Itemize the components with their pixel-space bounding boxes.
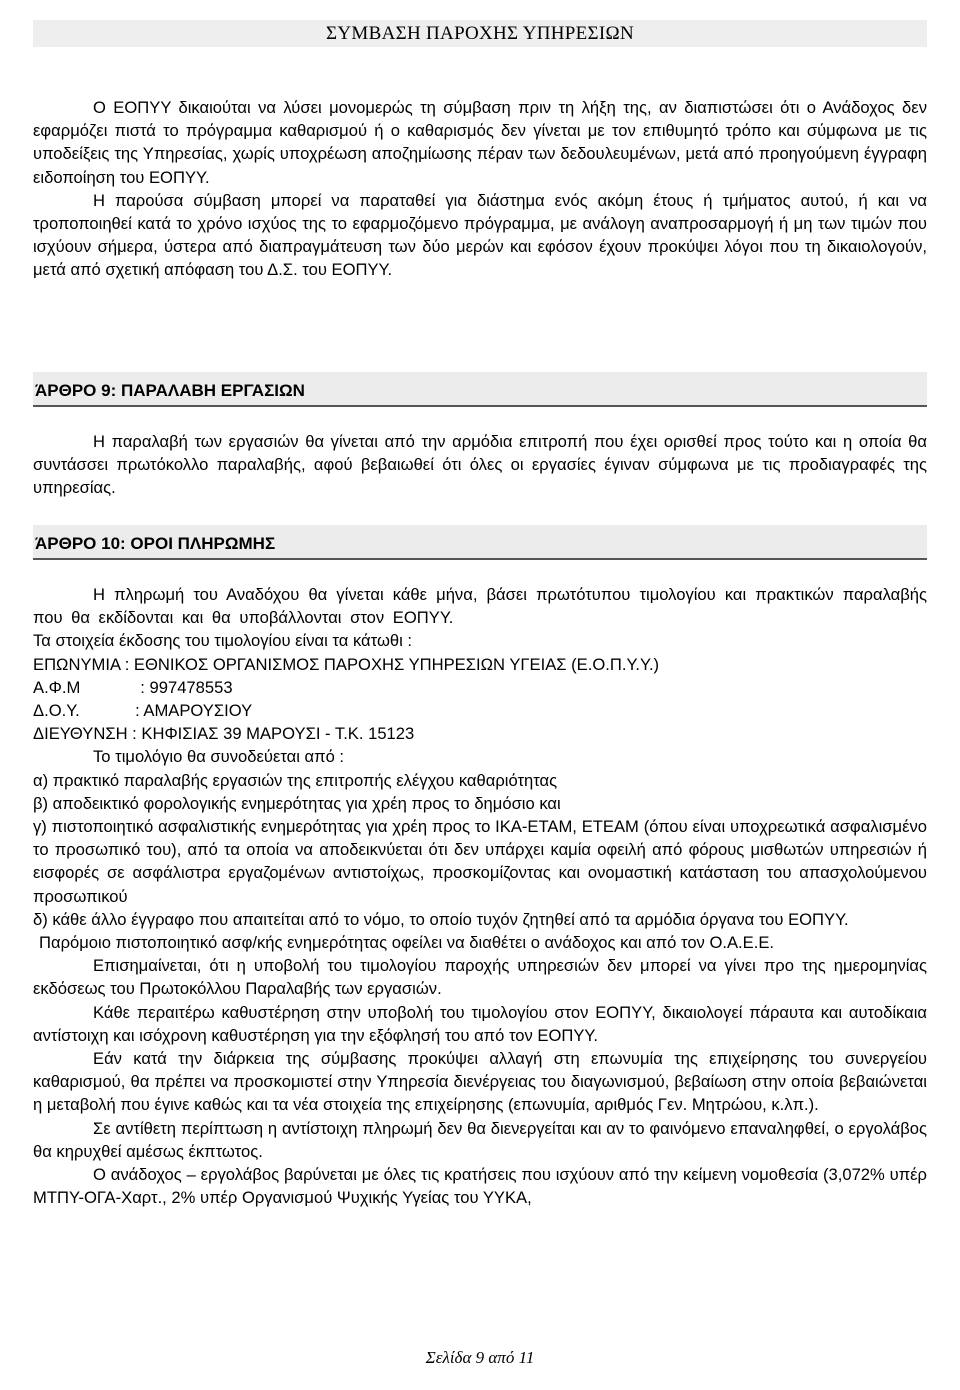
list-item: γ) πιστοποιητικό ασφαλιστικής ενημερότητας για χρέη προς το ΙΚΑ-ΕΤΑΜ, ΕΤΕΑΜ (όπου είναι υποχρεωτικά ασφαλισμένο το προσωπικό του), από τα οποία να αποδεικνύεται ότι δεν υπάρχει καμία οφειλή από φόρους μισθωτών υπηρεσιών ή εισφορές σε ασφάλιστρα εργαζομένων αντιστοίχως, προσκομίζοντας και ονομαστική κατάσταση του απασχολούμενου προσωπικού: [33, 817, 927, 906]
article-10-section: [33, 583, 927, 1209]
paragraph: Η παρούσα σύμβαση μπορεί να παραταθεί για διάστημα ενός ακόμη έτους ή τμήματος αυτού, ή και να τροποποιηθεί κατά το χρόνο ισχύος της το εφαρμοζόμενο πρόγραμμα, με ανάλογη αναπροσαρμογή ή μη των τιμών που ισχύουν σήμερα, ύστερα από διαπραγμάτευση των δύο μερών και εφόσον έχουν προκύψει λόγοι που τη δικαιολογούν, μετά από σχετική απόφαση του Δ.Σ. του ΕΟΠΥΥ.: [33, 190, 927, 280]
page-header: ΣΥΜΒΑΣΗ ΠΑΡΟΧΗΣ ΥΠΗΡΕΣΙΩΝ: [33, 20, 927, 47]
paragraph: Παρόμοιο πιστοποιητικό ασφ/κής ενημερότητας οφείλει να διαθέτει ο ανάδοχος και από τον Ο.Α.Ε.Ε.: [39, 933, 775, 953]
article-9-section: [33, 430, 927, 500]
paragraph: Ο ΕΟΠΥΥ δικαιούται να λύσει μονομερώς τη σύμβαση πριν τη λήξη της, αν διαπιστώσει ότι ο Ανάδοχος δεν εφαρμόζει πιστά το πρόγραμμα καθαρισμού ή ο καθαρισμός δεν γίνεται με τον επιθυμητό τρόπο και σύμφωνα με τις υποδείξεις της Υπηρεσίας, χωρίς υποχρέωση αποζημίωσης πέραν των δεδουλευμένων, μετά από προηγούμενη έγγραφη ειδοποίηση του ΕΟΠΥΥ.: [33, 98, 927, 187]
list-item: δ) κάθε άλλο έγγραφο που απαιτείται από το νόμο, το οποίο τυχόν ζητηθεί από τα αρμόδια όργανα του ΕΟΠΥΥ.: [33, 909, 849, 929]
paragraph: Σε αντίθετη περίπτωση η αντίστοιχη πληρωμή δεν θα διενεργείται και αν το φαινόμενο επαναληφθεί, ο εργολάβος θα κηρυχθεί αμέσως έκπτωτος.: [33, 1118, 927, 1161]
invoice-line: Δ.Ο.Υ. : ΑΜΑΡΟΥΣΙΟΥ: [33, 701, 253, 721]
paragraph: Ο ανάδοχος – εργολάβος βαρύνεται με όλες τις κρατήσεις που ισχύουν από την κείμενη νομοθεσία (3,072% υπέρ ΜΤΠΥ-ΟΓΑ-Χαρτ., 2% υπέρ Οργανισμού Ψυχικής Υγείας του ΥΥΚΑ,: [33, 1165, 927, 1208]
page-number: Σελίδα 9 από 11: [425, 1348, 535, 1367]
paragraph: Κάθε περαιτέρω καθυστέρηση στην υποβολή του τιμολογίου στον ΕΟΠΥΥ, δικαιολογεί πάραυτα και αυτοδίκαια αντίστοιχη και ισόχρονη καθυστέρηση για την εξόφλησή του από τον ΕΟΠΥΥ.: [33, 1002, 927, 1045]
article-10-heading: ΆΡΘΡΟ 10: ΟΡΟΙ ΠΛΗΡΩΜΗΣ: [33, 525, 927, 560]
intro-section: [33, 96, 927, 282]
paragraph: Εάν κατά την διάρκεια της σύμβασης προκύψει αλλαγή στη επωνυμία της επιχείρησης του συνεργείου καθαρισμού, θα πρέπει να προσκομιστεί στην Υπηρεσία διενέργειας του διαγωνισμού, βεβαίωση στην οποία βεβαιώνεται η μεταβολή που έγινε καθώς και τα νέα στοιχεία της επιχείρησης (επωνυμία, αριθμός Γεν. Μητρώου, κ.λπ.).: [33, 1049, 927, 1115]
invoice-line: Τα στοιχεία έκδοσης του τιμολογίου είναι τα κάτωθι :: [33, 631, 413, 651]
article-9-heading: ΆΡΘΡΟ 9: ΠΑΡΑΛΑΒΗ ΕΡΓΑΣΙΩΝ: [33, 372, 927, 407]
invoice-line: Το τιμολόγιο θα συνοδεύεται από :: [93, 747, 345, 767]
paragraph: Επισημαίνεται, ότι η υποβολή του τιμολογίου παροχής υπηρεσιών δεν μπορεί να γίνει προ της ημερομηνίας εκδόσεως του Πρωτοκόλλου Παραλαβής των εργασιών.: [33, 956, 927, 999]
list-item: β) αποδεικτικό φορολογικής ενημερότητας για χρέη προς το δημόσιο και: [33, 793, 561, 813]
paragraph: Η παραλαβή των εργασιών θα γίνεται από την αρμόδια επιτροπή που έχει ορισθεί προς τούτο και η οποία θα συντάσσει πρωτόκολλο παραλαβής, αφού βεβαιωθεί ότι όλες οι εργασίες έγιναν σύμφωνα με τις προδιαγραφές της υπηρεσίας.: [33, 432, 927, 498]
invoice-line: ΕΠΩΝΥΜΙΑ : ΕΘΝΙΚΟΣ ΟΡΓΑΝΙΣΜΟΣ ΠΑΡΟΧΗΣ ΥΠΗΡΕΣΙΩΝ ΥΓΕΙΑΣ (Ε.Ο.Π.Υ.Υ.): [33, 654, 660, 674]
invoice-line: ΔΙΕΥΘΥΝΣΗ : ΚΗΦΙΣΙΑΣ 39 ΜΑΡΟΥΣΙ - Τ.Κ. 15123: [33, 724, 415, 744]
paragraph: Η πληρωμή του Αναδόχου θα γίνεται κάθε μήνα, βάσει πρωτότυπου τιμολογίου και πρακτικών παραλαβής που θα εκδίδονται και θα υποβάλλονται στον ΕΟΠΥΥ.: [33, 585, 927, 628]
invoice-line: Α.Φ.Μ : 997478553: [33, 677, 233, 697]
list-item: α) πρακτικό παραλαβής εργασιών της επιτροπής ελέγχου καθαριότητας: [33, 770, 558, 790]
